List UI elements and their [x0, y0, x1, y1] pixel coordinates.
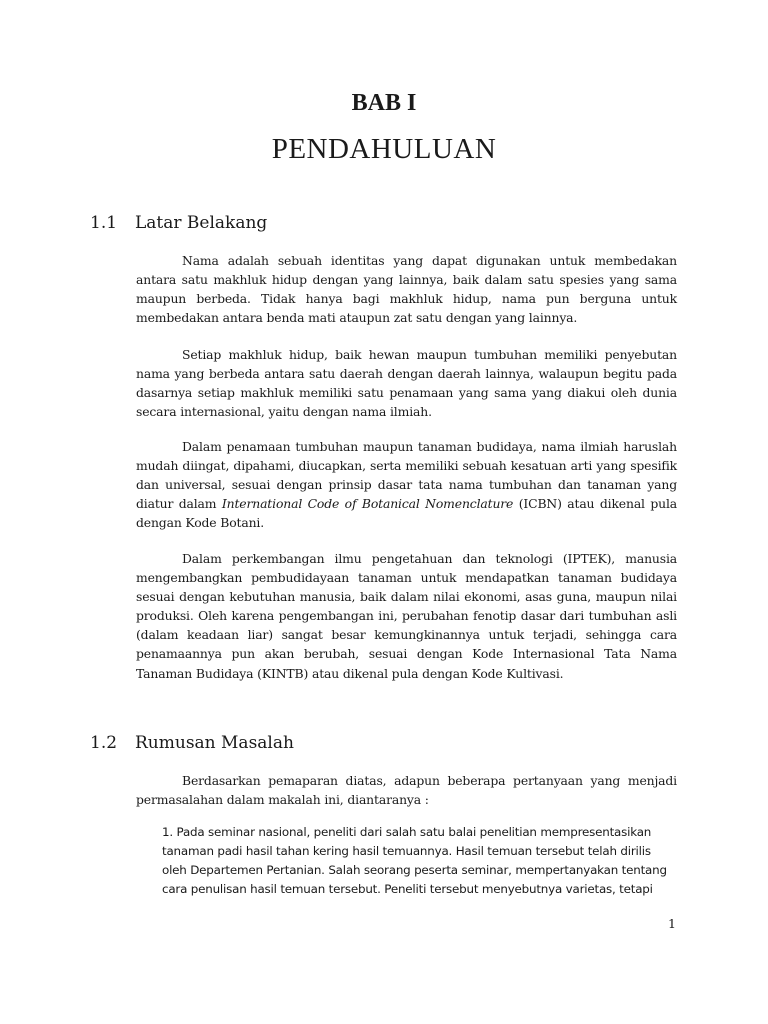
page-number: 1: [668, 916, 676, 931]
section-number: 1.1: [90, 213, 118, 233]
list-item-line: cara penulisan hasil temuan tersebut. Peneliti tersebut menyebutnya varietas, tetapi: [162, 882, 653, 897]
section-title: Latar Belakang: [135, 213, 268, 233]
section-title: Rumusan Masalah: [135, 733, 294, 753]
chapter-label: BAB I: [351, 90, 417, 116]
paragraph: Berdasarkan pemaparan diatas, adapun beberapa pertanyaan yang menjadi permasalahan dalam makalah ini, diantaranya :: [136, 773, 677, 808]
paragraph: Dalam perkembangan ilmu pengetahuan dan teknologi (IPTEK), manusia mengembangkan pembudidayaan tanaman untuk mendapatkan tanaman budidaya sesuai dengan kebutuhan manusia, baik dalam nilai ekonomi, asas guna, maupun nilai produksi. Oleh karena pengembangan ini, perubahan fenotip dasar dari tumbuhan asli (dalam keadaan liar) sangat besar kemungkinannya untuk terjadi, sehingga cara penamaannya pun akan berubah, sesuai dengan Kode Internasional Tata Nama Tanaman Budidaya (KINTB) atau dikenal pula dengan Kode Kultivasi.: [136, 551, 677, 681]
section-heading-latar-belakang: [90, 213, 267, 233]
paragraph-text: Dalam penamaan tumbuhan maupun tanaman budidaya, nama ilmiah haruslah mudah diingat, dipahami, diucapkan, serta memiliki sebuah kesatuan arti yang spesifik dan universal, sesuai dengan prinsip dasar tata nama tumbuhan dan tanaman yang diatur dalam: [136, 439, 677, 512]
section-heading-rumusan-masalah: [90, 733, 294, 753]
list-item-line: 1. Pada seminar nasional, peneliti dari salah satu balai penelitian mempresentasikan: [162, 825, 652, 839]
paragraph: [136, 437, 677, 532]
list-item: [162, 823, 677, 899]
paragraph: Nama adalah sebuah identitas yang dapat digunakan untuk membedakan antara satu makhluk hidup dengan yang lainnya, baik dalam satu spesies yang sama maupun berbeda. Tidak hanya bagi makhluk hidup, nama pun berguna untuk membedakan antara benda mati ataupun zat satu dengan yang lainnya.: [136, 253, 677, 326]
italic-term: International Code of Botanical Nomenclature: [221, 496, 514, 512]
paragraph: Setiap makhluk hidup, baik hewan maupun tumbuhan memiliki penyebutan nama yang berbeda antara satu daerah dengan daerah lainnya, walaupun begitu pada dasarnya setiap makhluk memiliki satu penamaan yang sama yang diakui oleh dunia secara internasional, yaitu dengan nama ilmiah.: [136, 347, 677, 420]
list-item-line: oleh Departemen Pertanian. Salah seorang peserta seminar, mempertanyakan tentang: [162, 863, 667, 878]
chapter-title: PENDAHULUAN: [271, 133, 497, 165]
paragraph-text: (ICBN) atau dikenal pula dengan Kode Botani.: [136, 496, 677, 531]
list-item-line: tanaman padi hasil tahan kering hasil temuannya. Hasil temuan tersebut telah dirilis: [162, 844, 651, 859]
question-list: [162, 823, 677, 899]
section-number: 1.2: [90, 733, 118, 753]
